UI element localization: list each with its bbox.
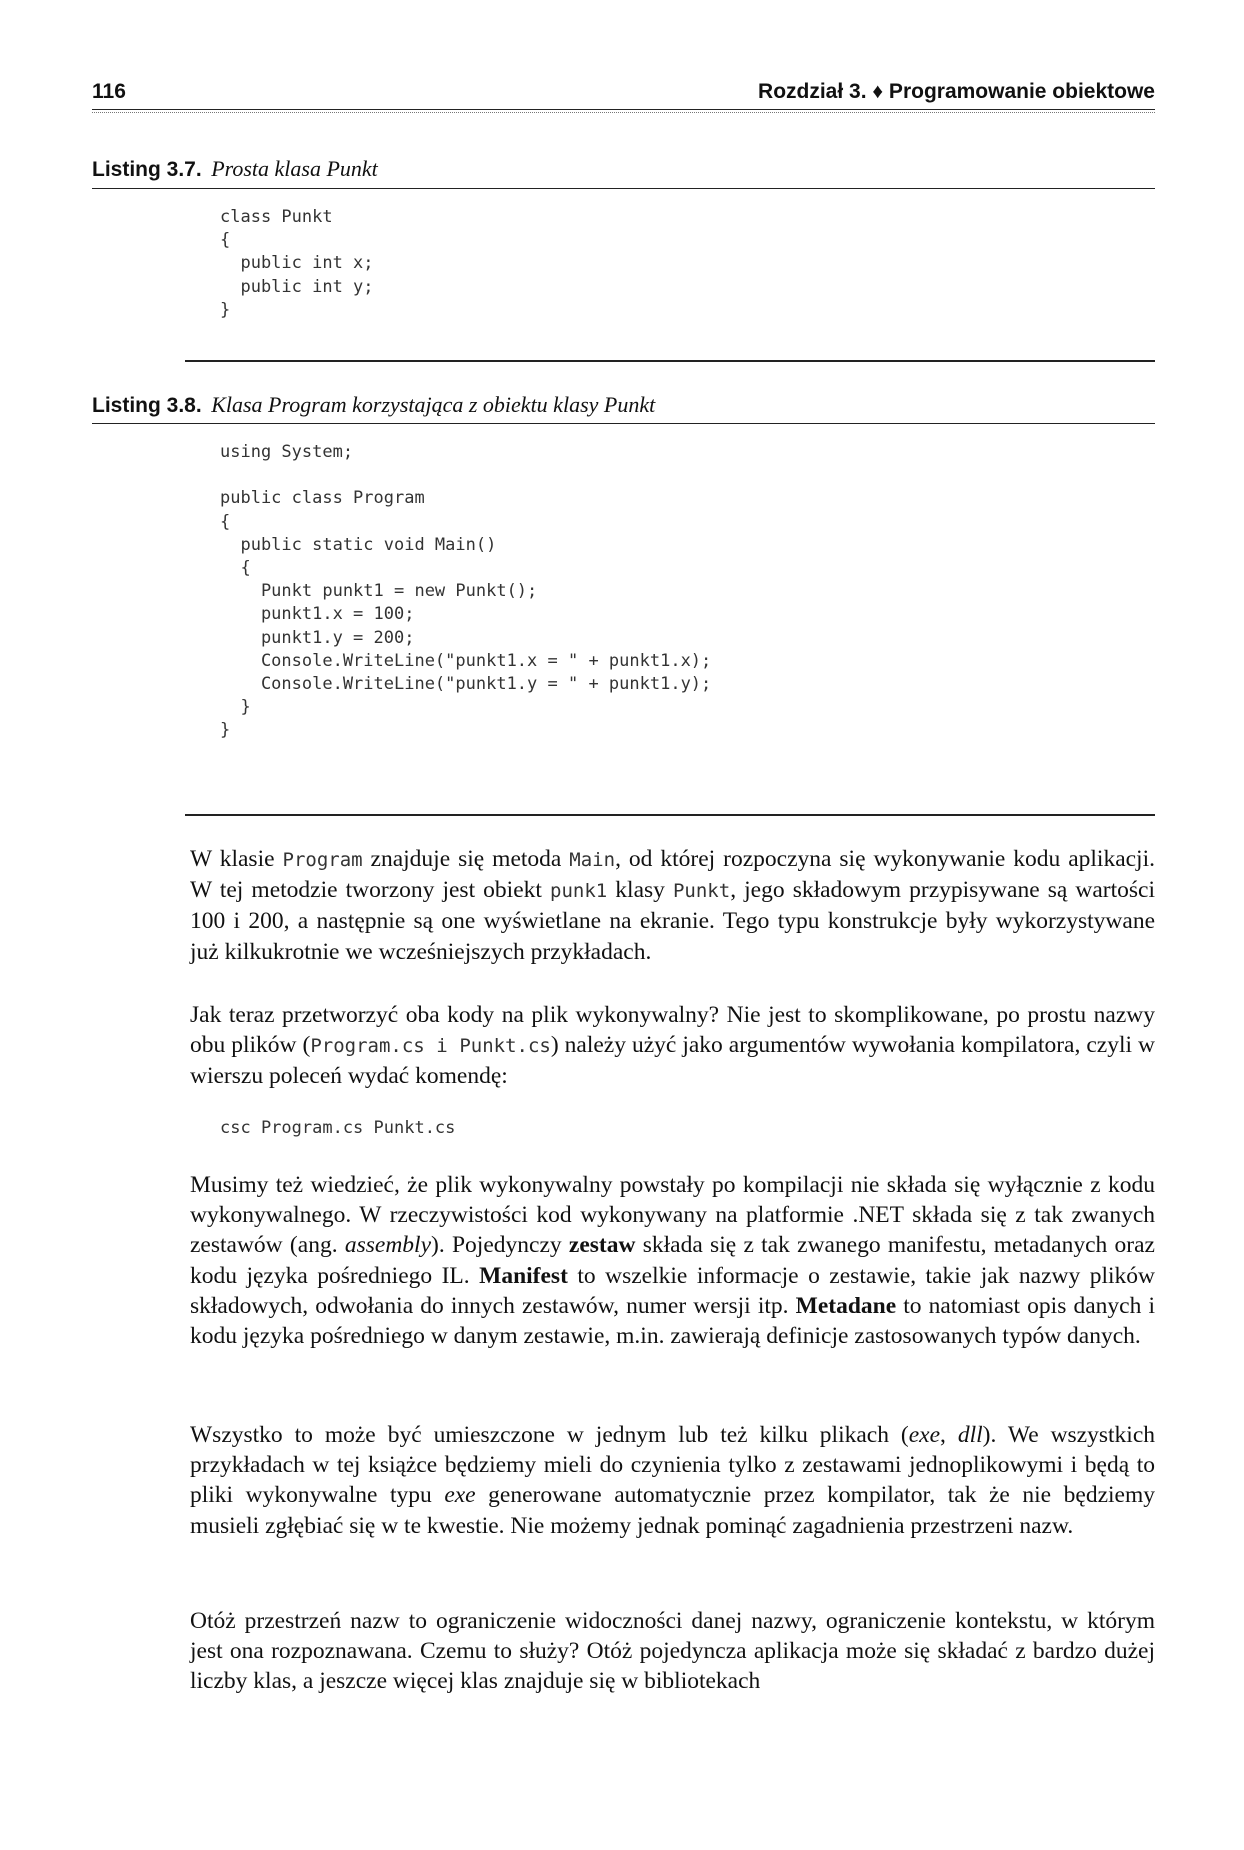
listing-3-7-code: class Punkt { public int x; public int y; } bbox=[220, 207, 374, 320]
inline-code: punk1 bbox=[550, 880, 608, 903]
listing-title: Prosta klasa Punkt bbox=[211, 156, 378, 181]
listing-3-7-bottom-rule bbox=[185, 360, 1155, 362]
paragraph: Otóż przestrzeń nazw to ograniczenie widoczności danej nazwy, ograniczenie kontekstu, w którym jest ona rozpoznawana. Czemu to służy? Otóż pojedyncza aplikacja może się składać z bardzo dużej liczby klas, a jeszcze więcej klas znajduje się w bibliotekach bbox=[190, 1608, 1155, 1695]
listing-3-7-top-rule bbox=[92, 188, 1155, 189]
inline-code: Program.cs i Punkt.cs bbox=[310, 1035, 551, 1058]
paragraph: W klasie Program znajduje się metoda Main, od której rozpoczyna się wykonywanie kodu aplikacji. W tej metodzie tworzony jest obiekt punk1 klasy Punkt, jego składowym przypisywane są wartości 100 i 200, a następnie są one wyświetlane na ekranie. Tego typu konstrukcje były wykorzystywane już kilkukrotnie we wcześniejszych przykładach. bbox=[190, 846, 1155, 965]
term-zestaw: zestaw bbox=[568, 1232, 636, 1259]
term-metadane: Metadane bbox=[795, 1292, 897, 1319]
header-dotted-rule bbox=[92, 112, 1155, 113]
inline-code: Program bbox=[282, 849, 363, 871]
running-header bbox=[92, 76, 1155, 110]
inline-code: Main bbox=[569, 849, 616, 871]
listing-3-8-bottom-rule bbox=[185, 814, 1155, 816]
inline-code: Punkt bbox=[672, 880, 731, 903]
listing-3-8-top-rule bbox=[92, 423, 1155, 424]
page-number: 116 bbox=[92, 80, 126, 103]
term-manifest: Manifest bbox=[479, 1262, 568, 1289]
chapter-title: Rozdział 3. ♦ Programowanie obiektowe bbox=[758, 80, 1155, 103]
paragraph: Musimy też wiedzieć, że plik wykonywalny powstały po kompilacji nie składa się wyłącznie z kodu wykonywalnego. W rzeczywistości kod wykonywany na platformie .NET składa się z tak zwanych zestawów (ang. assembly). Pojedynczy zestaw składa się z tak zwanego manifestu, metadanych oraz kodu języka pośredniego IL. Manifest to wszelkie informacje o zestawie, takie jak nazwy plików składowych, odwołania do innych zestawów, numer wersji itp. Metadane to natomiast opis danych i kodu języka pośredniego w danym zestawie, m.in. zawierają definicje zastosowanych typów danych. bbox=[190, 1172, 1155, 1350]
listing-label: Listing 3.8. bbox=[92, 394, 202, 417]
listing-title: Klasa Program korzystająca z obiektu klasy Punkt bbox=[211, 392, 656, 417]
command-line: csc Program.cs Punkt.cs bbox=[220, 1118, 456, 1138]
paragraph: Jak teraz przetworzyć oba kody na plik wykonywalny? Nie jest to skomplikowane, po prostu nazwy obu plików (Program.cs i Punkt.cs) należy użyć jako argumentów wywołania kompilatora, czyli w wierszu poleceń wydać komendę: bbox=[190, 1002, 1156, 1090]
paragraph: Wszystko to może być umieszczone w jednym lub też kilku plikach (exe, dll). We wszystkich przykładach w tej książce będziemy mieli do czynienia tylko z zestawami jednoplikowymi i będą to pliki wykonywalne typu exe generowane automatycznie przez kompilator, tak że nie będziemy musieli zgłębiać się w te kwestie. Nie możemy jednak pominąć zagadnienia przestrzeni nazw. bbox=[190, 1422, 1156, 1539]
listing-3-7-caption bbox=[92, 156, 1155, 182]
listing-label: Listing 3.7. bbox=[92, 158, 202, 181]
listing-3-8-code: using System; public class Program { public static void Main() { Punkt punkt1 = new Punkt(); punkt1.x = 100; punkt1.y = 200; Console.WriteLine("punkt1.x = " + punkt1.x); Console.WriteLine("punkt1.y = " + punkt1.y); } } bbox=[220, 442, 712, 741]
listing-3-8-caption bbox=[92, 392, 1155, 418]
header-rule bbox=[92, 109, 1155, 110]
